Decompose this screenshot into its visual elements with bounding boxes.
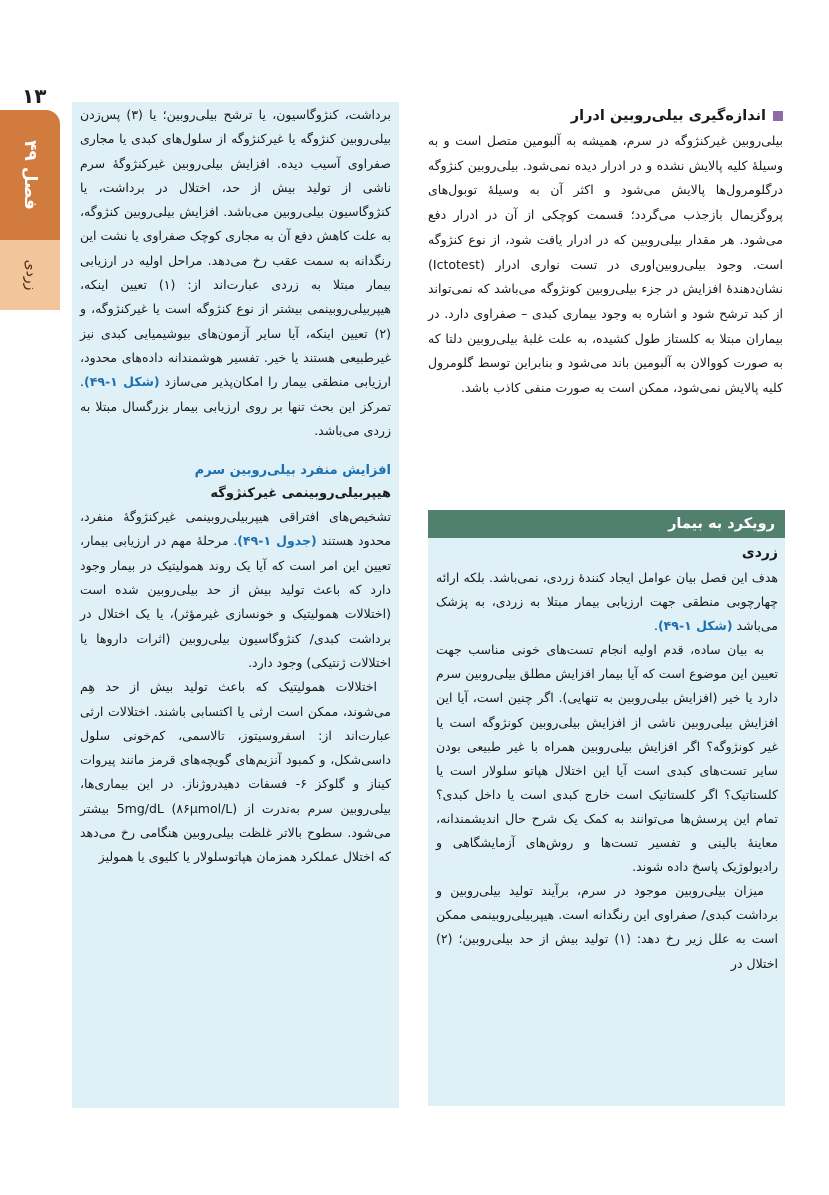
table-ref-link[interactable]: (جدول ۱-۴۹)	[237, 533, 317, 549]
approach-paragraph-3: میزان بیلی‌روبین موجود در سرم، برآیند تولید بیلی‌روبین و برداشت کبدی/ صفراوی این رنگدانه است. هیپربیلی‌روبینمی ممکن است به علل زیر رخ دهد: (۱) تولید بیش از حد بیلی‌روبین؛ (۲) اختلال در	[436, 883, 778, 971]
approach-p1-end: .	[653, 618, 658, 634]
page-number: ۱۳	[22, 84, 47, 108]
approach-content	[436, 540, 778, 976]
section-heading-text: اندازه‌گیری بیلی‌روبین ادرار	[570, 108, 766, 124]
urine-bilirubin-paragraph: بیلی‌روبین غیرکنژوگه در سرم، همیشه به آلبومین متصل است و به وسیلهٔ کلیه پالایش نشده و در ادرار دیده نمی‌شود. بیلی‌روبین کنژوگه درگلومرول‌ها پالایش می‌شود و اکثر آن به وسیلهٔ توبول‌های پروگزیمال بازجذب می‌گردد؛ قسمت کوچکی از آن در ادرار دفع می‌شود. هر مقدار بیلی‌روبین که در ادرار یافت شود، از نوع کنژوگه است. وجود بیلی‌روبین‌اوری در تست نواری ادرار (Ictotest) نشان‌دهندهٔ افزایش در جزء بیلی‌روبین کونژوگه می‌باشد که نمی‌تواند از کبد ترشح شود و اشاره به وجود بیماری کبدی – صفراوی دارد. در بیماران مبتلا به کلستاز طول کشیده، به علت غلبهٔ بیلی‌روبین دلتا که به صورت کووالان به آلبومین باند می‌شود و بنابراین توسط گلومرول کلیه پالایش نمی‌شود، ممکن است به صورت منفی کاذب باشد.	[428, 133, 783, 396]
topic-tab-label: زردی	[22, 259, 38, 291]
left-paragraph-1	[80, 103, 391, 443]
left-column-content	[80, 103, 391, 870]
section-heading	[428, 103, 783, 129]
left-p2-end: . مرحلهٔ مهم در ارزیابی بیمار، تعیین این امر است که آیا یک روند همولیتیک در بیمار وجود دارد که باعث تولید بیش از حد بیلی‌روبین شده است (اختلالات همولیتیک و خونسازی غیرمؤثر)، یا یک اختلال در برداشت کبدی/ کنژوگاسیون بیلی‌روبین (اثرات داروها یا اختلالات ژنتیکی) وجود دارد.	[80, 533, 391, 670]
left-paragraph-3: اختلالات همولیتیک که باعث تولید بیش از حد هِم می‌شوند، ممکن است ارثی یا اکتسابی باشند. اختلالات ارثی عبارت‌اند از: اسفروسیتوز، تالاسمی، کم‌خونی سلول داسی‌شکل، و کمبود آنزیم‌های گویچه‌های قرمز مانند پیروات کیناز و گلوکز ۶- فسفات دهیدروژناز. در این بیماری‌ها، بیلی‌روبین سرم به‌ندرت از 5mg/dL (۸۶µmol/L) بیشتر می‌شود. سطوح بالاتر غلظت بیلی‌روبین هنگامی رخ می‌دهد که اختلال عملکرد همزمان هپاتوسلولار یا کلیوی یا همولیز	[80, 679, 391, 865]
chapter-tab	[0, 110, 60, 240]
unconjugated-subheading: هیپربیلی‌روبینمی غیرکنژوگه	[210, 486, 391, 502]
figure-ref-link[interactable]: (شکل ۱-۴۹)	[657, 618, 733, 634]
urine-bilirubin-section	[428, 103, 783, 401]
left-p1-end: . تمرکز این بحث تنها بر روی ارزیابی بیمار بزرگسال مبتلا به زردی می‌باشد.	[80, 374, 391, 438]
approach-paragraph-2: به بیان ساده، قدم اولیه انجام تست‌های خونی مناسب جهت تعیین این موضوع است که آیا بیمار افزایش مطلق بیلی‌روبین سرم دارد یا خیر (افزایش بیلی‌روبین به تنهایی). اگر چنین است، آیا این افزایش بیلی‌روبین ناشی از افزایش بیلی‌روبین کونژوگه است یا غیر کونژوگه؟ اگر افزایش بیلی‌روبین همراه با غیر طبیعی بودن سایر تست‌های کبدی است آیا این اختلال هپاتو سلولار است یا کلستاتیک؟ اگر کلستاتیک است خارج کبدی است یا داخل کبدی؟ تمام این پرسش‌ها می‌توانند به کمک یک شرح حال اندیشمندانه، معاینهٔ بالینی و تفسیر تست‌ها و روش‌های آزمایشگاهی و رادیولوژیک پاسخ داده شوند.	[436, 642, 778, 875]
approach-p1-text: هدف این فصل بیان عوامل ایجاد کنندهٔ زردی، نمی‌باشد. بلکه ارائه چهارچوبی منطقی جهت ارزیابی بیمار مبتلا به زردی، به پزشک می‌باشد	[436, 570, 778, 634]
left-paragraph-2	[80, 505, 391, 675]
jaundice-subheading: زردی	[741, 545, 778, 561]
topic-tab	[0, 240, 60, 310]
left-p1-text: برداشت، کنژوگاسیون، یا ترشح بیلی‌روبین؛ یا (۳) پس‌زدن بیلی‌روبین کنژوگه یا غیرکنژوگه از سلول‌های کبدی یا مجاری صفراوی آسیب دیده. افزایش بیلی‌روبین غیرکنژوگهٔ سرم ناشی از تولید بیش از حد، اختلال در برداشت، یا کنژوگاسیون بیلی‌روبین می‌باشد. افزایش بیلی‌روبین کنژوگه، به علت کاهش دفع آن به مجاری کوچک صفراوی یا نشت این رنگدانه به سمت عقب رخ می‌دهد. مراحل اولیه در ارزیابی بیمار مبتلا به زردی عبارت‌اند از: (۱) تعیین اینکه، هیپربیلی‌روبینمی بیشتر از نوع کنژوگه است یا غیرکنژوگه، و (۲) تعیین اینکه، آیا سایر آزمون‌های بیوشیمیایی کبدی نیز غیرطبیعی هستند یا خیر. تفسیر هوشمندانه داده‌های محدود، ارزیابی منطقی بیمار را امکان‌پذیر می‌سازد	[80, 107, 391, 390]
isolated-bilirubin-heading: افزایش منفرد بیلی‌روبین سرم	[194, 463, 391, 479]
figure-ref-link[interactable]: (شکل ۱-۴۹)	[83, 374, 160, 390]
approach-header: رویکرد به بیمار	[428, 510, 785, 538]
left-p2-text: تشخیص‌های افتراقی هیپربیلی‌روبینمی غیرکنژوگهٔ منفرد، محدود هستند	[80, 509, 391, 549]
approach-paragraph-1	[436, 566, 778, 638]
chapter-tab-label: فصل ۴۹	[20, 140, 40, 210]
square-bullet-icon	[773, 111, 783, 121]
